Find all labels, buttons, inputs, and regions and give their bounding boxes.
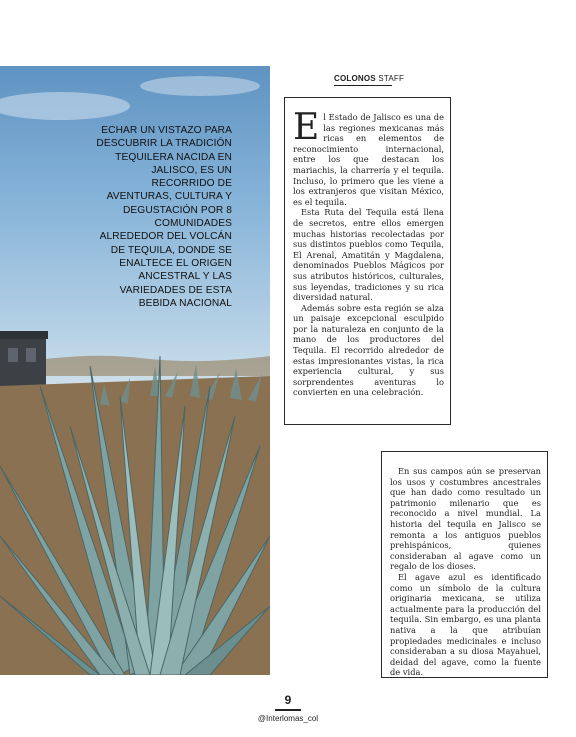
byline-name: COLONOS	[334, 74, 376, 83]
social-handle: @Interlomas_col	[257, 714, 319, 723]
paragraph: l Estado de Jalisco es una de las regiones mexicanas más ricas en elementos de reconocimiento internacional, entre los que destacan los mariachis, la charrería y el tequila. Incluso, lo primero que les viene a los extranjeros que visitan México, es el tequila.	[293, 112, 444, 207]
byline-role: STAFF	[378, 74, 405, 83]
paragraph: El agave azul es identificado como un símbolo de la cultura originaria mexicana, se utiliza actualmente para la producción del tequila. Sin embargo, es una planta nativa a la que atribuían propiedades medicinales e incluso consideraban a su diosa Mayahuel, deidad del agave, como la fuente de vida.	[390, 571, 541, 678]
paragraph: Esta Ruta del Tequila está llena de secretos, entre ellos emergen muchas historias recolectadas por sus distintos pueblos como Tequila, El Arenal, Amatitán y Magdalena, denominados Pueblos Mágicos por sus atributos históricos, culturales, sus leyendas, tradiciones y su rica diversidad natural.	[293, 207, 444, 303]
byline	[334, 74, 404, 86]
drop-cap: E	[293, 107, 320, 148]
page-footer	[0, 693, 576, 723]
paragraph: En sus campos aún se preservan los usos y costumbres ancestrales que han dado como resultado un patrimonio milenario que es reconocido a nivel mundial. La historia del tequila en Jalisco se remonta a los antiguos pueblos prehispánicos, quienes consideraban al agave como un regalo de los dioses.	[390, 466, 541, 572]
paragraph: Además sobre esta región se alza un paisaje excepcional esculpido por la naturaleza en conjunto de la mano de los productores del Tequila. El recorrido alrededor de estas impresionantes vistas, la rica experiencia cultural, y sus sorprendentes aventuras lo convierten en una celebración.	[293, 302, 444, 398]
page-number: 9	[284, 693, 292, 707]
footer-rule	[275, 709, 301, 711]
article-box-2	[381, 451, 548, 678]
intro-text: ECHAR UN VISTAZO PARA DESCUBRIR LA TRADICIÓN TEQUILERA NACIDA EN JALISCO, ES UN RECORRIDO DE AVENTURAS, CULTURA Y DEGUSTACIÓN POR 8 COMUNIDADES ALREDEDOR DEL VOLCÁN DE TEQUILA, DONDE SE ENALTECE EL ORIGEN ANCESTRAL Y LAS VARIEDADES DE ESTA BEBIDA NACIONAL	[96, 125, 232, 309]
byline-rule	[334, 85, 392, 86]
article-box-1	[284, 97, 451, 425]
